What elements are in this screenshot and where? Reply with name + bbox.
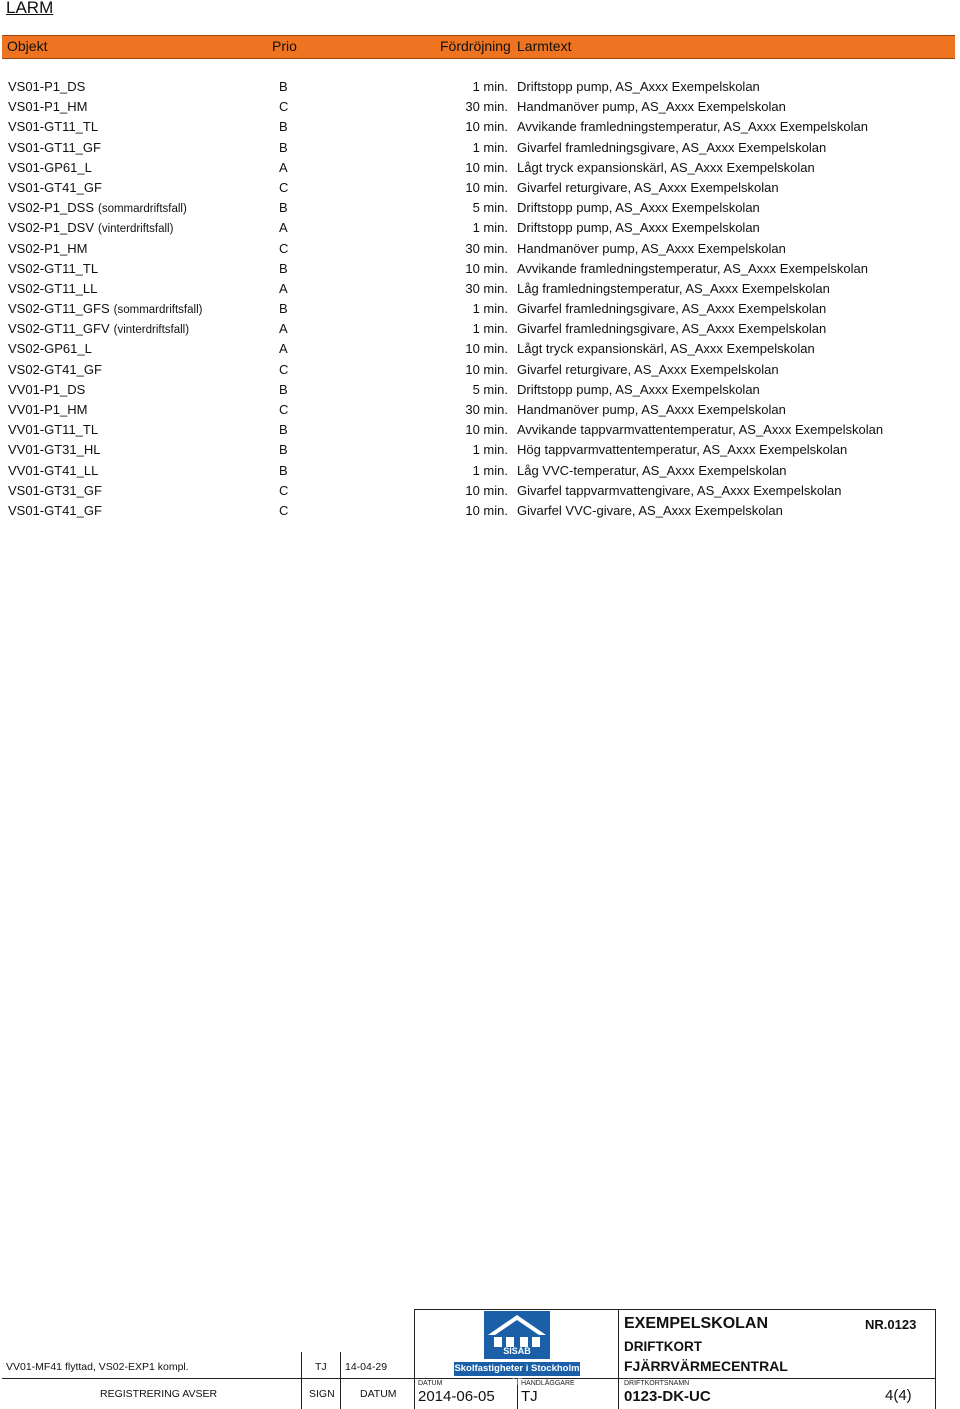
objekt-id: VS02-GT11_GFV [8, 321, 110, 337]
table-row [0, 420, 960, 440]
cell-delay: 10 min. [465, 159, 508, 175]
cell-objekt [8, 138, 101, 158]
cell-objekt [8, 279, 97, 299]
objekt-id: VV01-GT41_LL [8, 462, 99, 478]
cell-delay: 10 min. [465, 119, 508, 135]
title-block [0, 1309, 960, 1409]
cell-larmtext: Givarfel returgivare, AS_Axxx Exempelskolan [517, 179, 779, 195]
label-driftkortsnamn: DRIFTKORTSNAMN [624, 1380, 690, 1387]
objekt-id: VS02-GT11_LL [8, 280, 98, 296]
objekt-id: VS02-GP61_L [8, 341, 92, 357]
revision-date: 14-04-29 [345, 1361, 388, 1373]
objekt-id: VS01-P1_DS [8, 79, 86, 94]
revision-divider [2, 1378, 414, 1379]
logo-brand: SISAB [503, 1346, 531, 1356]
objekt-id: VS01-GT31_GF [8, 482, 102, 498]
divider [618, 1309, 619, 1409]
table-row [0, 440, 960, 460]
objekt-note: (vinterdriftsfall) [113, 324, 190, 337]
cell-larmtext: Handmanöver pump, AS_Axxx Exempelskolan [517, 240, 786, 256]
cell-delay: 1 min. [472, 220, 508, 236]
table-row [0, 198, 960, 218]
cell-larmtext: Avvikande framledningstemperatur, AS_Axxx Exempelskolan [517, 119, 868, 135]
cell-larmtext: Handmanöver pump, AS_Axxx Exempelskolan [517, 99, 786, 115]
table-row [0, 360, 960, 380]
objekt-id: VS01-P1_HM [8, 99, 88, 115]
cell-delay: 10 min. [465, 361, 508, 377]
cell-larmtext: Givarfel framledningsgivare, AS_Axxx Exempelskolan [517, 139, 827, 155]
objekt-note: (vinterdriftsfall) [98, 223, 174, 236]
table-row [0, 218, 960, 238]
table-row [0, 400, 960, 420]
cell-prio: B [279, 260, 288, 276]
alarm-table [0, 77, 960, 521]
cell-delay: 30 min. [465, 99, 508, 115]
objekt-id: VV01-GT11_TL [8, 422, 99, 438]
table-row [0, 259, 960, 279]
cell-prio: C [279, 482, 289, 498]
cell-objekt [8, 218, 173, 239]
cell-prio: B [279, 301, 288, 317]
project-number: NR.0123 [865, 1317, 917, 1332]
table-row [0, 138, 960, 158]
table-row [0, 178, 960, 198]
cell-prio: C [279, 502, 289, 518]
cell-delay: 10 min. [465, 482, 508, 498]
cell-objekt [8, 400, 87, 420]
cell-delay: 30 min. [465, 402, 508, 417]
cell-prio: B [279, 139, 288, 155]
cell-objekt [8, 97, 87, 117]
cell-objekt [8, 77, 85, 97]
cell-prio: A [279, 280, 288, 296]
cell-larmtext: Låg framledningstemperatur, AS_Axxx Exempelskolan [517, 280, 830, 296]
objekt-id: VS02-GT41_GF [8, 361, 102, 377]
cell-delay: 10 min. [465, 179, 508, 195]
logo-tagline: Skolfastigheter i Stockholm AB [454, 1363, 580, 1388]
cell-larmtext: Driftstopp pump, AS_Axxx Exempelskolan [517, 381, 760, 397]
driftkort-name: 0123-DK-UC [624, 1388, 711, 1405]
cell-delay: 1 min. [472, 321, 508, 337]
table-row [0, 77, 960, 97]
cell-larmtext: Låg VVC-temperatur, AS_Axxx Exempelskolan [517, 462, 787, 478]
cell-delay: 30 min. [465, 240, 508, 256]
cell-delay: 10 min. [465, 422, 508, 438]
objekt-note: (sommardriftsfall) [113, 304, 203, 317]
house-icon [452, 1309, 582, 1363]
objekt-id: VS01-GP61_L [8, 159, 92, 175]
objekt-note: (sommardriftsfall) [98, 203, 187, 216]
objekt-id: VS02-P1_DSV [8, 220, 94, 236]
cell-delay: 1 min. [472, 442, 508, 458]
document-type: DRIFTKORT [624, 1339, 702, 1354]
cell-larmtext: Lågt tryck expansionskärl, AS_Axxx Exempelskolan [517, 341, 815, 357]
objekt-id: VS02-P1_DSS [8, 200, 94, 216]
page-number: 4(4) [885, 1387, 912, 1404]
cell-delay: 10 min. [465, 341, 508, 357]
cell-objekt [8, 420, 98, 440]
divider [301, 1352, 302, 1409]
cell-larmtext: Hög tappvarmvattentemperatur, AS_Axxx Exempelskolan [517, 442, 848, 458]
cell-prio: A [279, 159, 288, 175]
cell-objekt [8, 178, 102, 198]
cell-prio: C [279, 361, 289, 377]
objekt-id: VS02-GT11_TL [8, 260, 99, 276]
objekt-id: VS02-GT11_GFS [8, 301, 110, 317]
cell-larmtext: Driftstopp pump, AS_Axxx Exempelskolan [517, 200, 760, 216]
cell-objekt [8, 380, 85, 400]
table-header [2, 35, 955, 59]
table-row [0, 380, 960, 400]
cell-delay: 5 min. [472, 381, 508, 397]
table-row [0, 158, 960, 178]
label-registrering: REGISTRERING AVSER [100, 1388, 218, 1400]
objekt-id: VS01-GT41_GF [8, 502, 102, 518]
cell-prio: C [279, 240, 289, 256]
revision-text: VV01-MF41 flyttad, VS02-EXP1 kompl. [6, 1361, 189, 1373]
cell-larmtext: Lågt tryck expansionskärl, AS_Axxx Exempelskolan [517, 159, 815, 175]
table-row [0, 117, 960, 137]
cell-delay: 30 min. [465, 280, 508, 296]
cell-prio: C [279, 179, 289, 195]
objekt-id: VV01-GT31_HL [8, 442, 101, 458]
cell-larmtext: Driftstopp pump, AS_Axxx Exempelskolan [517, 79, 760, 94]
cell-objekt [8, 440, 101, 460]
table-row [0, 239, 960, 259]
cell-delay: 10 min. [465, 260, 508, 276]
cell-objekt [8, 158, 92, 178]
cell-delay: 1 min. [472, 462, 508, 478]
cell-delay: 5 min. [472, 200, 508, 216]
cell-larmtext: Avvikande tappvarmvattentemperatur, AS_Axxx Exempelskolan [517, 422, 884, 438]
divider [340, 1352, 341, 1409]
cell-objekt [8, 319, 189, 340]
cell-larmtext: Givarfel framledningsgivare, AS_Axxx Exempelskolan [517, 321, 827, 337]
cell-objekt [8, 481, 102, 501]
cell-objekt [8, 339, 92, 359]
label-sign: SIGN [309, 1388, 335, 1400]
divider [935, 1309, 936, 1409]
cell-delay: 10 min. [465, 502, 508, 518]
cell-larmtext: Avvikande framledningstemperatur, AS_Axxx Exempelskolan [517, 260, 868, 276]
cell-prio: B [279, 200, 288, 216]
cell-larmtext: Givarfel tappvarmvattengivare, AS_Axxx Exempelskolan [517, 482, 842, 498]
objekt-id: VS02-P1_HM [8, 240, 88, 256]
table-row [0, 279, 960, 299]
cell-prio: B [279, 442, 288, 458]
project-name: EXEMPELSKOLAN [624, 1315, 769, 1332]
cell-objekt [8, 501, 102, 521]
header-larmtext: Larmtext [517, 38, 572, 54]
table-row [0, 339, 960, 359]
cell-prio: C [279, 99, 289, 115]
cell-delay: 1 min. [472, 139, 508, 155]
objekt-id: VV01-P1_DS [8, 381, 86, 397]
cell-prio: B [279, 462, 288, 478]
objekt-id: VS01-GT41_GF [8, 179, 102, 195]
cell-objekt [8, 117, 98, 137]
facility-name: FJÄRRVÄRMECENTRAL [624, 1358, 788, 1374]
table-row [0, 299, 960, 319]
cell-objekt [8, 360, 102, 380]
cell-larmtext: Handmanöver pump, AS_Axxx Exempelskolan [517, 402, 786, 417]
revision-sign: TJ [315, 1361, 327, 1373]
cell-objekt [8, 299, 202, 320]
objekt-id: VV01-P1_HM [8, 402, 88, 417]
cell-delay: 1 min. [472, 301, 508, 317]
label-date-small: DATUM [418, 1380, 443, 1387]
cell-larmtext: Givarfel VVC-givare, AS_Axxx Exempelskolan [517, 502, 783, 518]
cell-objekt [8, 198, 187, 219]
cell-prio: B [279, 119, 288, 135]
cell-prio: B [279, 381, 288, 397]
cell-prio: A [279, 341, 288, 357]
cell-larmtext: Givarfel framledningsgivare, AS_Axxx Exempelskolan [517, 301, 827, 317]
cell-prio: A [279, 220, 288, 236]
cell-larmtext: Driftstopp pump, AS_Axxx Exempelskolan [517, 220, 760, 236]
table-row [0, 501, 960, 521]
table-row [0, 97, 960, 117]
cell-larmtext: Givarfel returgivare, AS_Axxx Exempelskolan [517, 361, 779, 377]
cell-objekt [8, 259, 98, 279]
cell-prio: B [279, 79, 288, 94]
divider [414, 1309, 415, 1409]
header-prio: Prio [272, 38, 297, 54]
cell-prio: A [279, 321, 288, 337]
label-handlaggare: HANDLÄGGARE [521, 1380, 575, 1387]
cell-objekt [8, 461, 98, 481]
table-row [0, 319, 960, 339]
cell-objekt [8, 239, 87, 259]
document-date: 2014-06-05 [418, 1388, 495, 1405]
header-delay: Fördröjning [440, 38, 511, 54]
cell-delay: 1 min. [472, 79, 508, 94]
label-datum: DATUM [360, 1388, 397, 1400]
handlaggare-value: TJ [521, 1388, 538, 1405]
objekt-id: VS01-GT11_GF [8, 139, 101, 155]
page-title: LARM [6, 0, 54, 17]
table-row [0, 481, 960, 501]
objekt-id: VS01-GT11_TL [8, 119, 99, 135]
header-objekt: Objekt [7, 38, 48, 54]
cell-prio: C [279, 402, 289, 417]
table-row [0, 461, 960, 481]
cell-prio: B [279, 422, 288, 438]
